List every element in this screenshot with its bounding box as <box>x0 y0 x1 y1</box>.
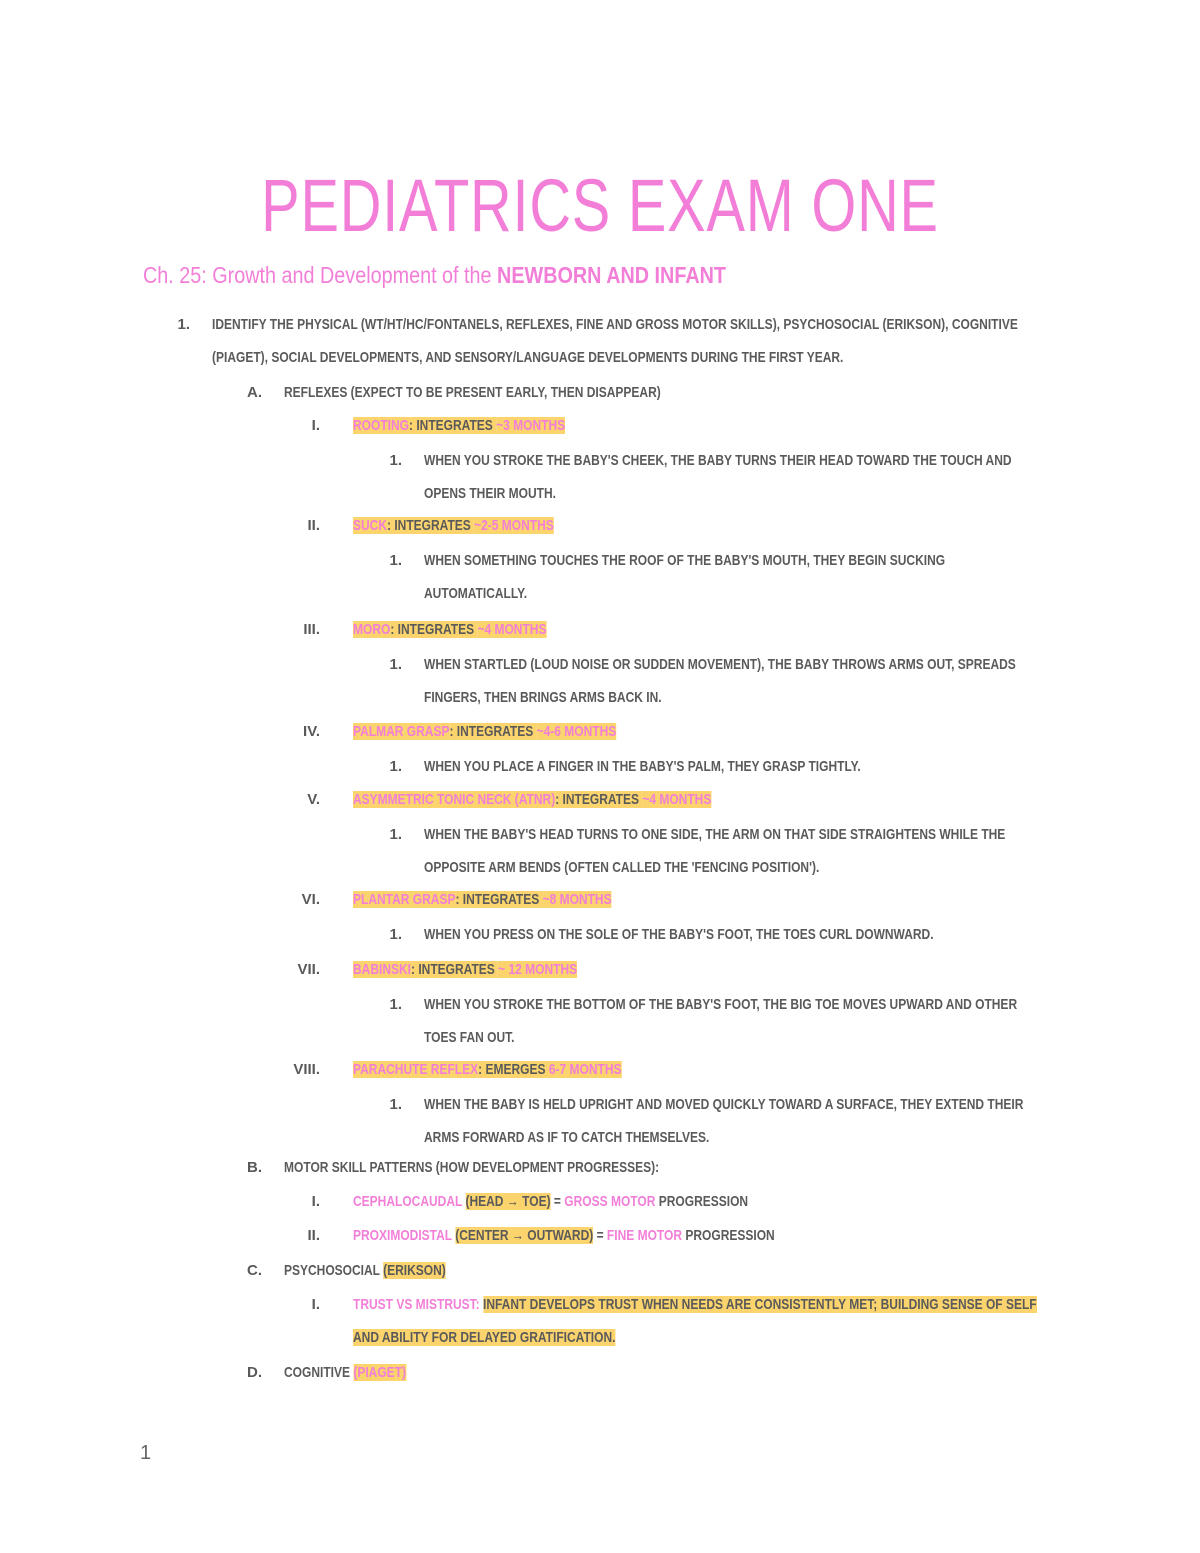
trust-item-text1: INFANT DEVELOPS TRUST WHEN NEEDS ARE CONSISTENTLY MET; BUILDING SENSE OF SELF <box>483 1296 1037 1313</box>
motor-item-2-kind: FINE MOTOR <box>606 1227 683 1244</box>
reflex-6-heading <box>353 890 612 910</box>
reflex-8-desc-line2: ARMS FORWARD AS IF TO CATCH THEMSELVES. <box>424 1129 710 1146</box>
reflex-5-heading <box>353 790 711 810</box>
section-d-text <box>284 1363 406 1383</box>
reflex-3-heading <box>353 620 546 640</box>
trust-item-text2: AND ABILITY FOR DELAYED GRATIFICATION. <box>353 1329 616 1346</box>
reflex-3-sep: : INTEGRATES <box>390 621 478 638</box>
reflex-2-sub-marker: 1. <box>389 552 402 569</box>
section-a-marker: A. <box>247 384 262 401</box>
reflex-5-desc-line1: WHEN THE BABY'S HEAD TURNS TO ONE SIDE, THE ARM ON THAT SIDE STRAIGHTENS WHILE THE <box>424 826 1006 843</box>
motor-item-2-paren: (CENTER → OUTWARD) <box>455 1227 594 1244</box>
reflex-4-age: ~4-6 MONTHS <box>536 723 617 740</box>
chapter-heading <box>143 260 726 290</box>
reflex-6-desc-line1: WHEN YOU PRESS ON THE SOLE OF THE BABY'S FOOT, THE TOES CURL DOWNWARD. <box>424 926 934 943</box>
reflex-1-age: ~3 MONTHS <box>496 417 566 434</box>
reflex-2-marker: II. <box>307 517 320 534</box>
motor-item-1 <box>353 1192 748 1212</box>
item-1-line1: IDENTIFY THE PHYSICAL (WT/HT/HC/FONTANELS, REFLEXES, FINE AND GROSS MOTOR SKILLS), PSYCHOSOCIAL (ERIKSON), COGNITIVE <box>212 316 1018 333</box>
reflex-6-marker: VI. <box>301 891 320 908</box>
section-d-paren: (PIAGET) <box>353 1364 407 1381</box>
motor-item-2-term: PROXIMODISTAL <box>353 1227 452 1244</box>
item-1-marker: 1. <box>177 316 190 333</box>
motor-item-1-term: CEPHALOCAUDAL <box>353 1193 463 1210</box>
reflex-6-sep: : INTEGRATES <box>455 891 543 908</box>
reflex-7-name: BABINSKI <box>353 961 412 978</box>
motor-item-2-eq: = <box>593 1227 607 1244</box>
reflex-3-sub-marker: 1. <box>389 656 402 673</box>
reflex-8-age: 6-7 MONTHS <box>548 1061 622 1078</box>
section-c-paren: (ERIKSON) <box>383 1262 446 1279</box>
reflex-1-marker: I. <box>311 417 320 434</box>
section-d-label: COGNITIVE <box>284 1364 354 1381</box>
motor-item-1-paren: (HEAD → TOE) <box>465 1193 551 1210</box>
trust-item-marker: I. <box>311 1296 320 1313</box>
reflex-6-age: ~8 MONTHS <box>542 891 612 908</box>
reflex-2-desc-line1: WHEN SOMETHING TOUCHES THE ROOF OF THE BABY'S MOUTH, THEY BEGIN SUCKING <box>424 552 946 569</box>
reflex-7-marker: VII. <box>297 961 320 978</box>
reflex-8-marker: VIII. <box>293 1061 320 1078</box>
reflex-4-name: PALMAR GRASP <box>353 723 450 740</box>
trust-item-line1 <box>353 1295 1037 1315</box>
reflex-4-sub-marker: 1. <box>389 758 402 775</box>
motor-item-1-kind: GROSS MOTOR <box>564 1193 656 1210</box>
section-c-text <box>284 1261 446 1281</box>
reflex-4-marker: IV. <box>303 723 320 740</box>
reflex-7-age: ~ 12 MONTHS <box>498 961 578 978</box>
chapter-emphasis: NEWBORN AND INFANT <box>497 262 726 288</box>
section-b-text: MOTOR SKILL PATTERNS (HOW DEVELOPMENT PROGRESSES): <box>284 1159 660 1176</box>
reflex-8-desc-line1: WHEN THE BABY IS HELD UPRIGHT AND MOVED QUICKLY TOWARD A SURFACE, THEY EXTEND THEIR <box>424 1096 1024 1113</box>
reflex-7-desc-line1: WHEN YOU STROKE THE BOTTOM OF THE BABY'S FOOT, THE BIG TOE MOVES UPWARD AND OTHER <box>424 996 1018 1013</box>
page-number: 1 <box>140 1442 152 1464</box>
reflex-5-name: ASYMMETRIC TONIC NECK (ATNR) <box>353 791 556 808</box>
reflex-3-age: ~4 MONTHS <box>477 621 547 638</box>
reflex-2-sep: : INTEGRATES <box>387 517 475 534</box>
reflex-5-marker: V. <box>307 791 320 808</box>
reflex-8-sep: : EMERGES <box>478 1061 549 1078</box>
motor-item-2 <box>353 1226 775 1246</box>
reflex-3-desc-line2: FINGERS, THEN BRINGS ARMS BACK IN. <box>424 689 662 706</box>
motor-item-2-marker: II. <box>307 1227 320 1244</box>
reflex-1-heading <box>353 416 565 436</box>
section-b-marker: B. <box>247 1159 262 1176</box>
motor-item-2-tail: PROGRESSION <box>682 1227 775 1244</box>
reflex-2-desc-line2: AUTOMATICALLY. <box>424 585 528 602</box>
section-c-marker: C. <box>247 1262 262 1279</box>
reflex-2-name: SUCK <box>353 517 388 534</box>
reflex-6-sub-marker: 1. <box>389 926 402 943</box>
trust-item-line2 <box>353 1328 615 1348</box>
reflex-5-sub-marker: 1. <box>389 826 402 843</box>
motor-item-1-eq: = <box>550 1193 565 1210</box>
reflex-5-sep: : INTEGRATES <box>555 791 643 808</box>
reflex-7-sub-marker: 1. <box>389 996 402 1013</box>
reflex-1-desc-line2: OPENS THEIR MOUTH. <box>424 485 557 502</box>
motor-item-1-tail: PROGRESSION <box>655 1193 749 1210</box>
reflex-4-desc-line1: WHEN YOU PLACE A FINGER IN THE BABY'S PALM, THEY GRASP TIGHTLY. <box>424 758 861 775</box>
reflex-8-name: PARACHUTE REFLEX <box>353 1061 479 1078</box>
reflex-7-desc-line2: TOES FAN OUT. <box>424 1029 515 1046</box>
reflex-4-heading <box>353 722 616 742</box>
reflex-8-heading <box>353 1060 621 1080</box>
reflex-4-sep: : INTEGRATES <box>449 723 537 740</box>
reflex-7-sep: : INTEGRATES <box>411 961 499 978</box>
reflex-1-desc-line1: WHEN YOU STROKE THE BABY'S CHEEK, THE BABY TURNS THEIR HEAD TOWARD THE TOUCH AND <box>424 452 1012 469</box>
section-a-text: REFLEXES (EXPECT TO BE PRESENT EARLY, THEN DISAPPEAR) <box>284 384 661 401</box>
section-c-label: PSYCHOSOCIAL <box>284 1262 384 1279</box>
reflex-8-sub-marker: 1. <box>389 1096 402 1113</box>
reflex-3-desc-line1: WHEN STARTLED (LOUD NOISE OR SUDDEN MOVEMENT), THE BABY THROWS ARMS OUT, SPREADS <box>424 656 1016 673</box>
reflex-3-name: MORO <box>353 621 391 638</box>
reflex-1-sub-marker: 1. <box>389 452 402 469</box>
page-title: PEDIATRICS EXAM ONE <box>261 164 939 247</box>
reflex-5-desc-line2: OPPOSITE ARM BENDS (OFTEN CALLED THE 'FENCING POSITION'). <box>424 859 820 876</box>
item-1-line2: (PIAGET), SOCIAL DEVELOPMENTS, AND SENSORY/LANGUAGE DEVELOPMENTS DURING THE FIRST YEAR. <box>212 349 844 366</box>
section-d-marker: D. <box>247 1364 262 1381</box>
reflex-1-sep: : INTEGRATES <box>409 417 497 434</box>
reflex-2-age: ~2-5 MONTHS <box>474 517 554 534</box>
reflex-3-marker: III. <box>303 621 320 638</box>
reflex-2-heading <box>353 516 554 536</box>
reflex-5-age: ~4 MONTHS <box>642 791 712 808</box>
reflex-6-name: PLANTAR GRASP <box>353 891 456 908</box>
reflex-7-heading <box>353 960 577 980</box>
motor-item-1-marker: I. <box>311 1193 320 1210</box>
reflex-1-name: ROOTING <box>353 417 409 434</box>
chapter-prefix: Ch. 25: Growth and Development of the <box>143 262 498 288</box>
trust-item-term: TRUST VS MISTRUST: <box>353 1296 480 1313</box>
